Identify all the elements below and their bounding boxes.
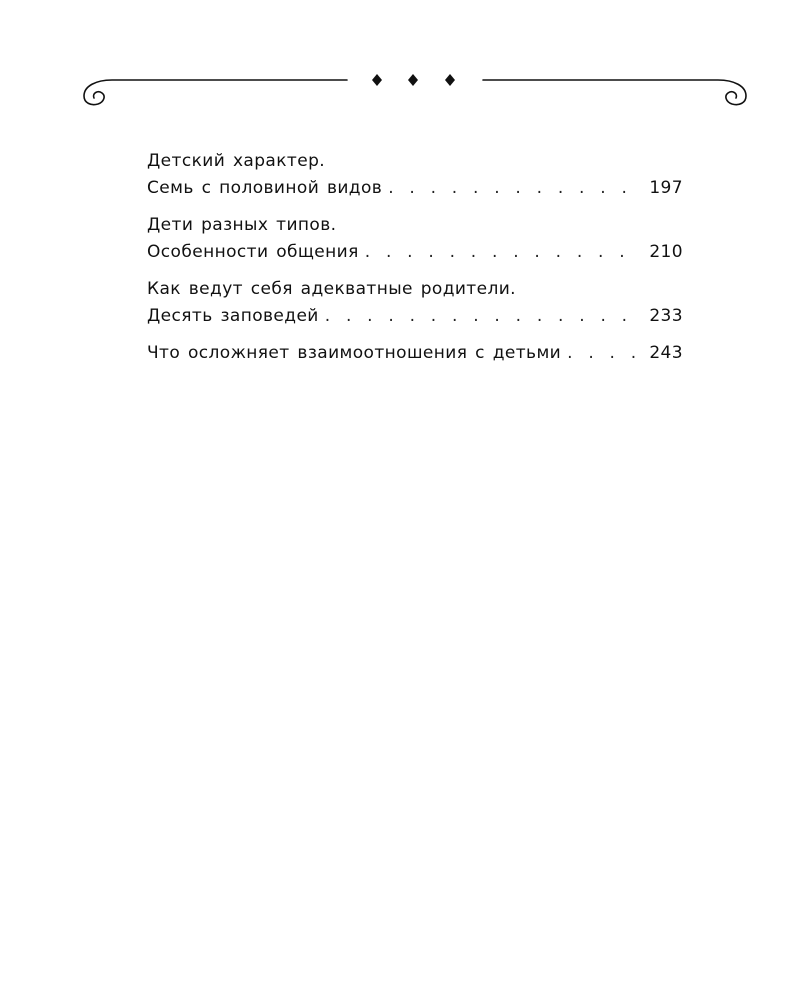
toc-entry-title-line: [147, 276, 683, 303]
toc-entry-subtitle: Семь с половиной видов: [147, 178, 383, 198]
dot-leader: [567, 340, 639, 367]
toc-entry-subtitle: Особенности общения: [147, 242, 359, 262]
toc-entry[interactable]: [147, 340, 683, 367]
toc-entry-title: Детский характер.: [147, 151, 326, 171]
toc-entry[interactable]: [147, 148, 683, 202]
page-number: 210: [649, 242, 683, 262]
dot-leader: [365, 239, 640, 266]
toc-entry-subtitle: Десять заповедей: [147, 306, 319, 326]
dot-leader: [325, 303, 640, 330]
page-number: 197: [649, 178, 683, 198]
table-of-contents: [147, 148, 683, 377]
left-rule: [84, 80, 347, 105]
diamond-icon: [372, 74, 382, 86]
diamond-icon: [445, 74, 455, 86]
toc-entry-subtitle-line: [147, 239, 683, 266]
right-rule: [483, 80, 746, 105]
dot-leader: [388, 175, 639, 202]
toc-entry-subtitle-line: [147, 175, 683, 202]
toc-entry[interactable]: [147, 276, 683, 330]
toc-entry-subtitle-line: [147, 340, 683, 367]
page-number: 243: [649, 343, 683, 363]
page-number: 233: [649, 306, 683, 326]
toc-entry[interactable]: [147, 212, 683, 266]
toc-entry-subtitle: Что осложняет взаимоотношения с детьми: [147, 343, 562, 363]
toc-entry-title: Дети разных типов.: [147, 215, 337, 235]
diamond-icon: [408, 74, 418, 86]
header-ornament: [0, 60, 800, 120]
toc-entry-title: Как ведут себя адекватные родители.: [147, 279, 516, 299]
toc-entry-title-line: [147, 212, 683, 239]
toc-entry-title-line: [147, 148, 683, 175]
toc-entry-subtitle-line: [147, 303, 683, 330]
